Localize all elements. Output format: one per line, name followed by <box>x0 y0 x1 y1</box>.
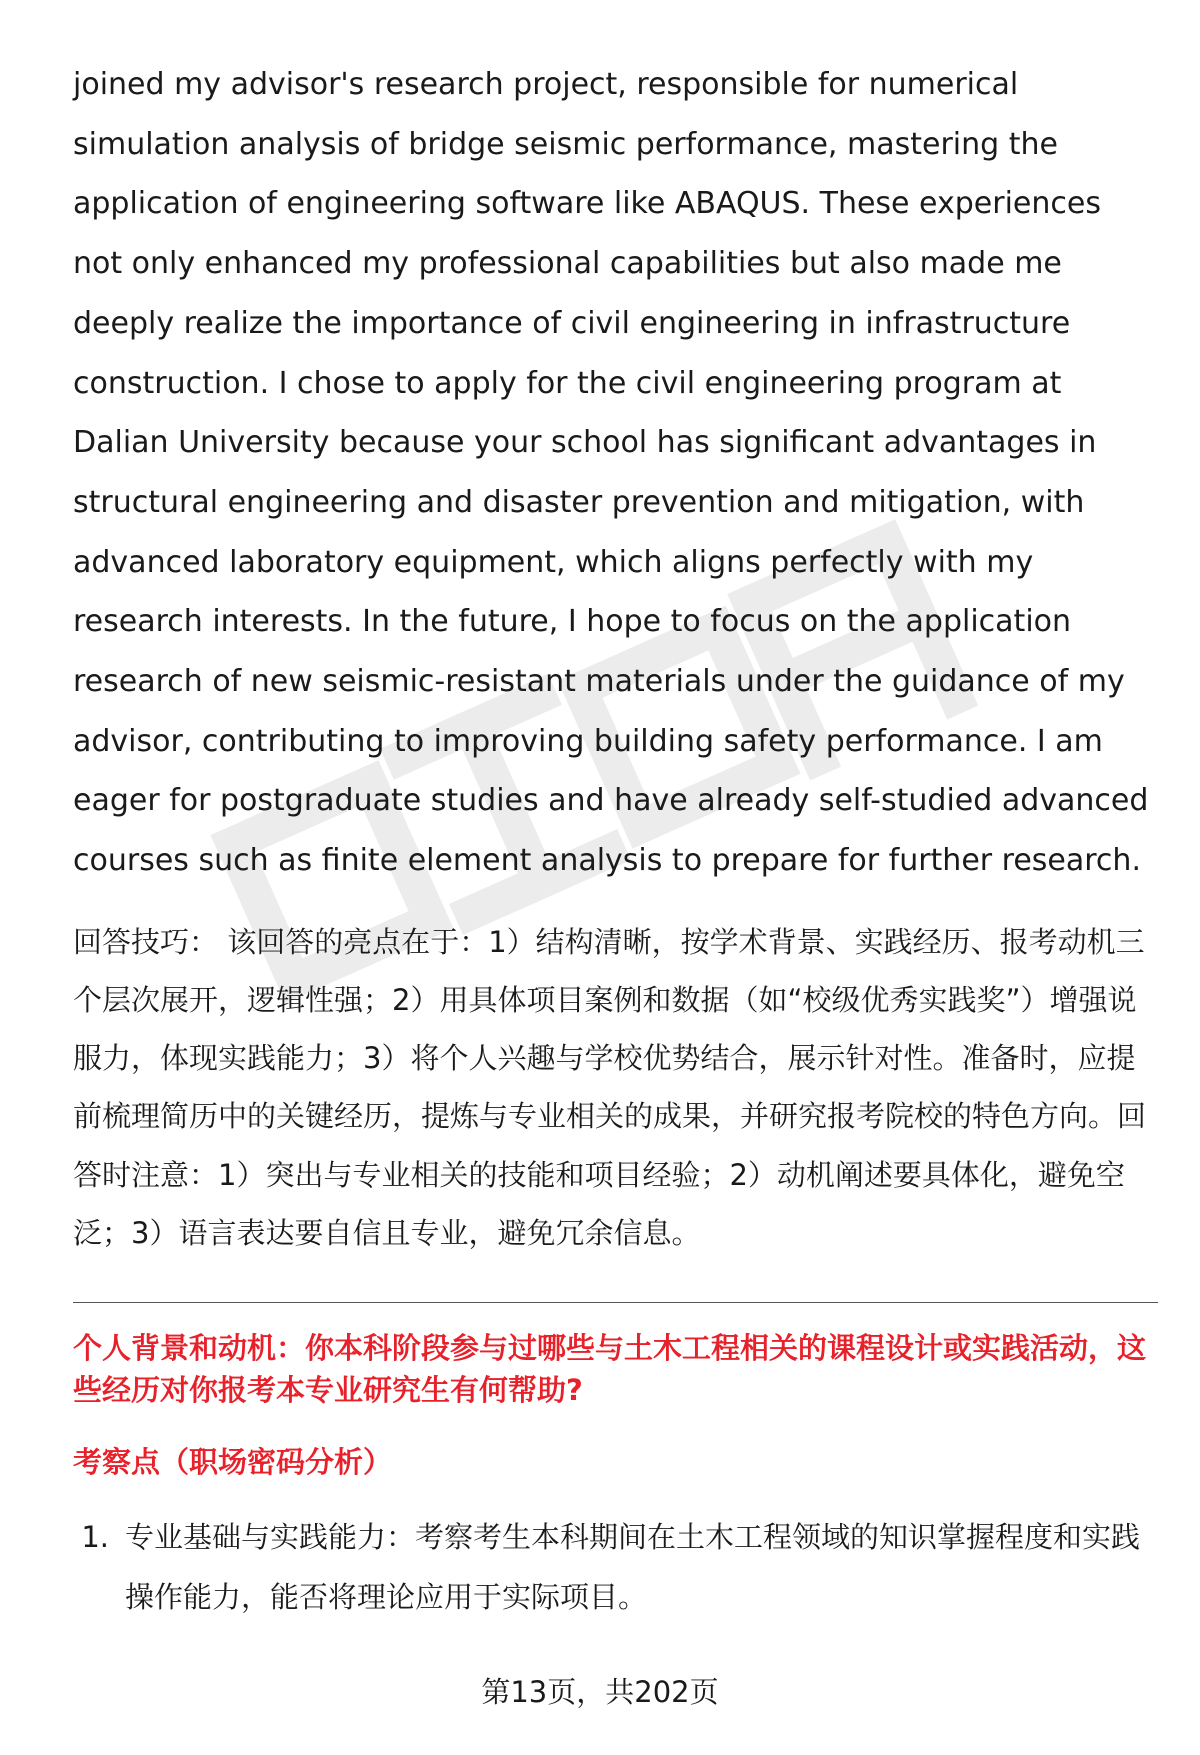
list-item-number <box>73 1507 125 1627</box>
assessment-points-list <box>73 1507 1158 1627</box>
list-item <box>73 1507 1158 1627</box>
assessment-points-title: 考察点（职场密码分析） <box>73 1445 393 1480</box>
page-number-footer: 第13页，共202页 <box>481 1675 719 1709</box>
english-answer-paragraph: joined my advisor's research project, responsible for numerical simulation analysis of bridge seismic performance, mastering the application of engineering software like ABAQUS. These experiences not only enhanced my professional capabilities but also made me deeply realize the importance of civil engineering in infrastructure construction. I chose to apply for the civil engineering program at Dalian University because your school has significant advantages in structural engineering and disaster prevention and mitigation, with advanced laboratory equipment, which aligns perfectly with my research interests. In the future, I hope to focus on the application research of new seismic-resistant materials under the guidance of my advisor, contributing to improving building safety performance. I am eager for postgraduate studies and have already self-studied advanced courses such as finite element analysis to prepare for further research. <box>73 67 1149 879</box>
interview-question: 个人背景和动机：你本科阶段参与过哪些与土木工程相关的课程设计或实践活动，这些经历对你报考本专业研究生有何帮助? <box>73 1331 1147 1408</box>
list-item-text: 专业基础与实践能力：考察考生本科期间在土木工程领域的知识掌握程度和实践操作能力，能否将理论应用于实际项目。 <box>125 1520 1141 1615</box>
answer-tips-paragraph: 回答技巧： 该回答的亮点在于：1）结构清晰，按学术背景、实践经历、报考动机三个层次展开，逻辑性强；2）用具体项目案例和数据（如“校级优秀实践奖”）增强说服力，体现实践能力；3）将个人兴趣与学校优势结合，展示针对性。准备时，应提前梳理简历中的关键经历，提炼与专业相关的成果，并研究报考院校的特色方向。回答时注意：1）突出与专业相关的技能和项目经验；2）动机阐述要具体化，避免空泛；3）语言表达要自信且专业，避免冗余信息。 <box>73 924 1147 1250</box>
section-divider <box>73 1302 1158 1303</box>
list-item-number-text: 1. <box>81 1520 109 1555</box>
document-page <box>73 55 1158 1627</box>
